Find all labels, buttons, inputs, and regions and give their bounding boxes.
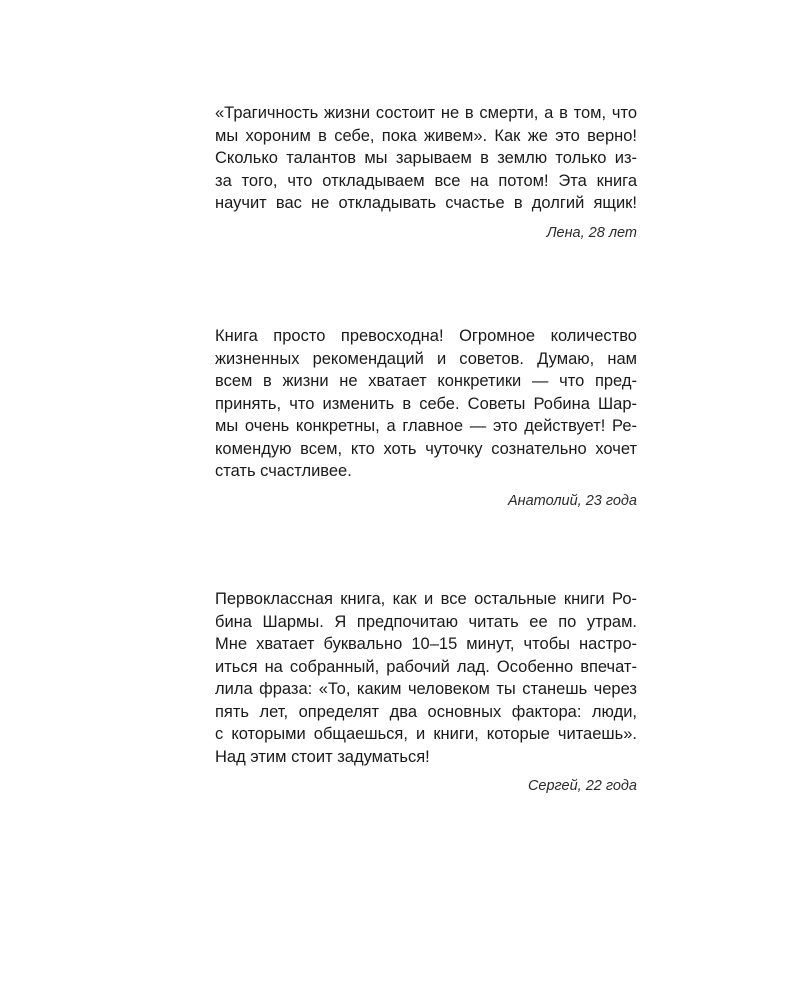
review-text-line: стать счастливее. xyxy=(215,462,352,480)
review-text-line: мы хороним в себе, пока живем». Как же это верно! xyxy=(215,126,637,145)
review-text-line: бина Шармы. Я предпочитаю читать ее по утрам. xyxy=(215,612,637,631)
review-text-line: комендую всем, кто хоть чуточку сознательно хочет xyxy=(215,439,637,458)
review xyxy=(215,102,637,243)
review-text-line: Первоклассная книга, как и все остальные книги Ро- xyxy=(215,590,637,608)
review-author: Лена, 28 лет xyxy=(546,224,637,241)
review-text-line: Мне хватает буквально 10–15 минут, чтобы настро- xyxy=(215,635,637,653)
review-text-line: иться на собранный, рабочий лад. Особенно впечат- xyxy=(215,657,637,676)
review xyxy=(215,588,637,796)
review-text-line: за того, что откладываем все на потом! Эта книга xyxy=(215,171,637,190)
review-text-line: Книга просто превосходна! Огромное количество xyxy=(215,327,637,345)
review-text-line: всем в жизни не хватает конкретики — что пред- xyxy=(215,372,637,390)
review-text-line: жизненных рекомендаций и советов. Думаю, нам xyxy=(215,349,637,368)
review xyxy=(215,325,637,511)
review-text-line: пять лет, определят два основных фактора: люди, xyxy=(215,702,637,721)
review-text-line: с которыми общаешься, и книги, которые читаешь». xyxy=(215,725,637,743)
review-text-line: принять, что изменить в себе. Советы Робина Шар- xyxy=(215,394,637,413)
review-author: Анатолий, 23 года xyxy=(507,492,637,509)
review-text-line: Сколько талантов мы зарываем в землю только из- xyxy=(215,149,637,167)
review-text-line: лила фраза: «То, каким человеком ты станешь через xyxy=(215,680,637,698)
review-text-line: «Трагичность жизни состоит не в смерти, а в том, что xyxy=(215,104,637,122)
review-author: Сергей, 22 года xyxy=(527,778,637,794)
review-text-line: научит вас не откладывать счастье в долгий ящик! xyxy=(215,194,637,212)
review-text-line: мы очень конкретны, а главное — это действует! Ре- xyxy=(215,417,637,435)
review-text-line: Над этим стоит задуматься! xyxy=(215,747,430,766)
